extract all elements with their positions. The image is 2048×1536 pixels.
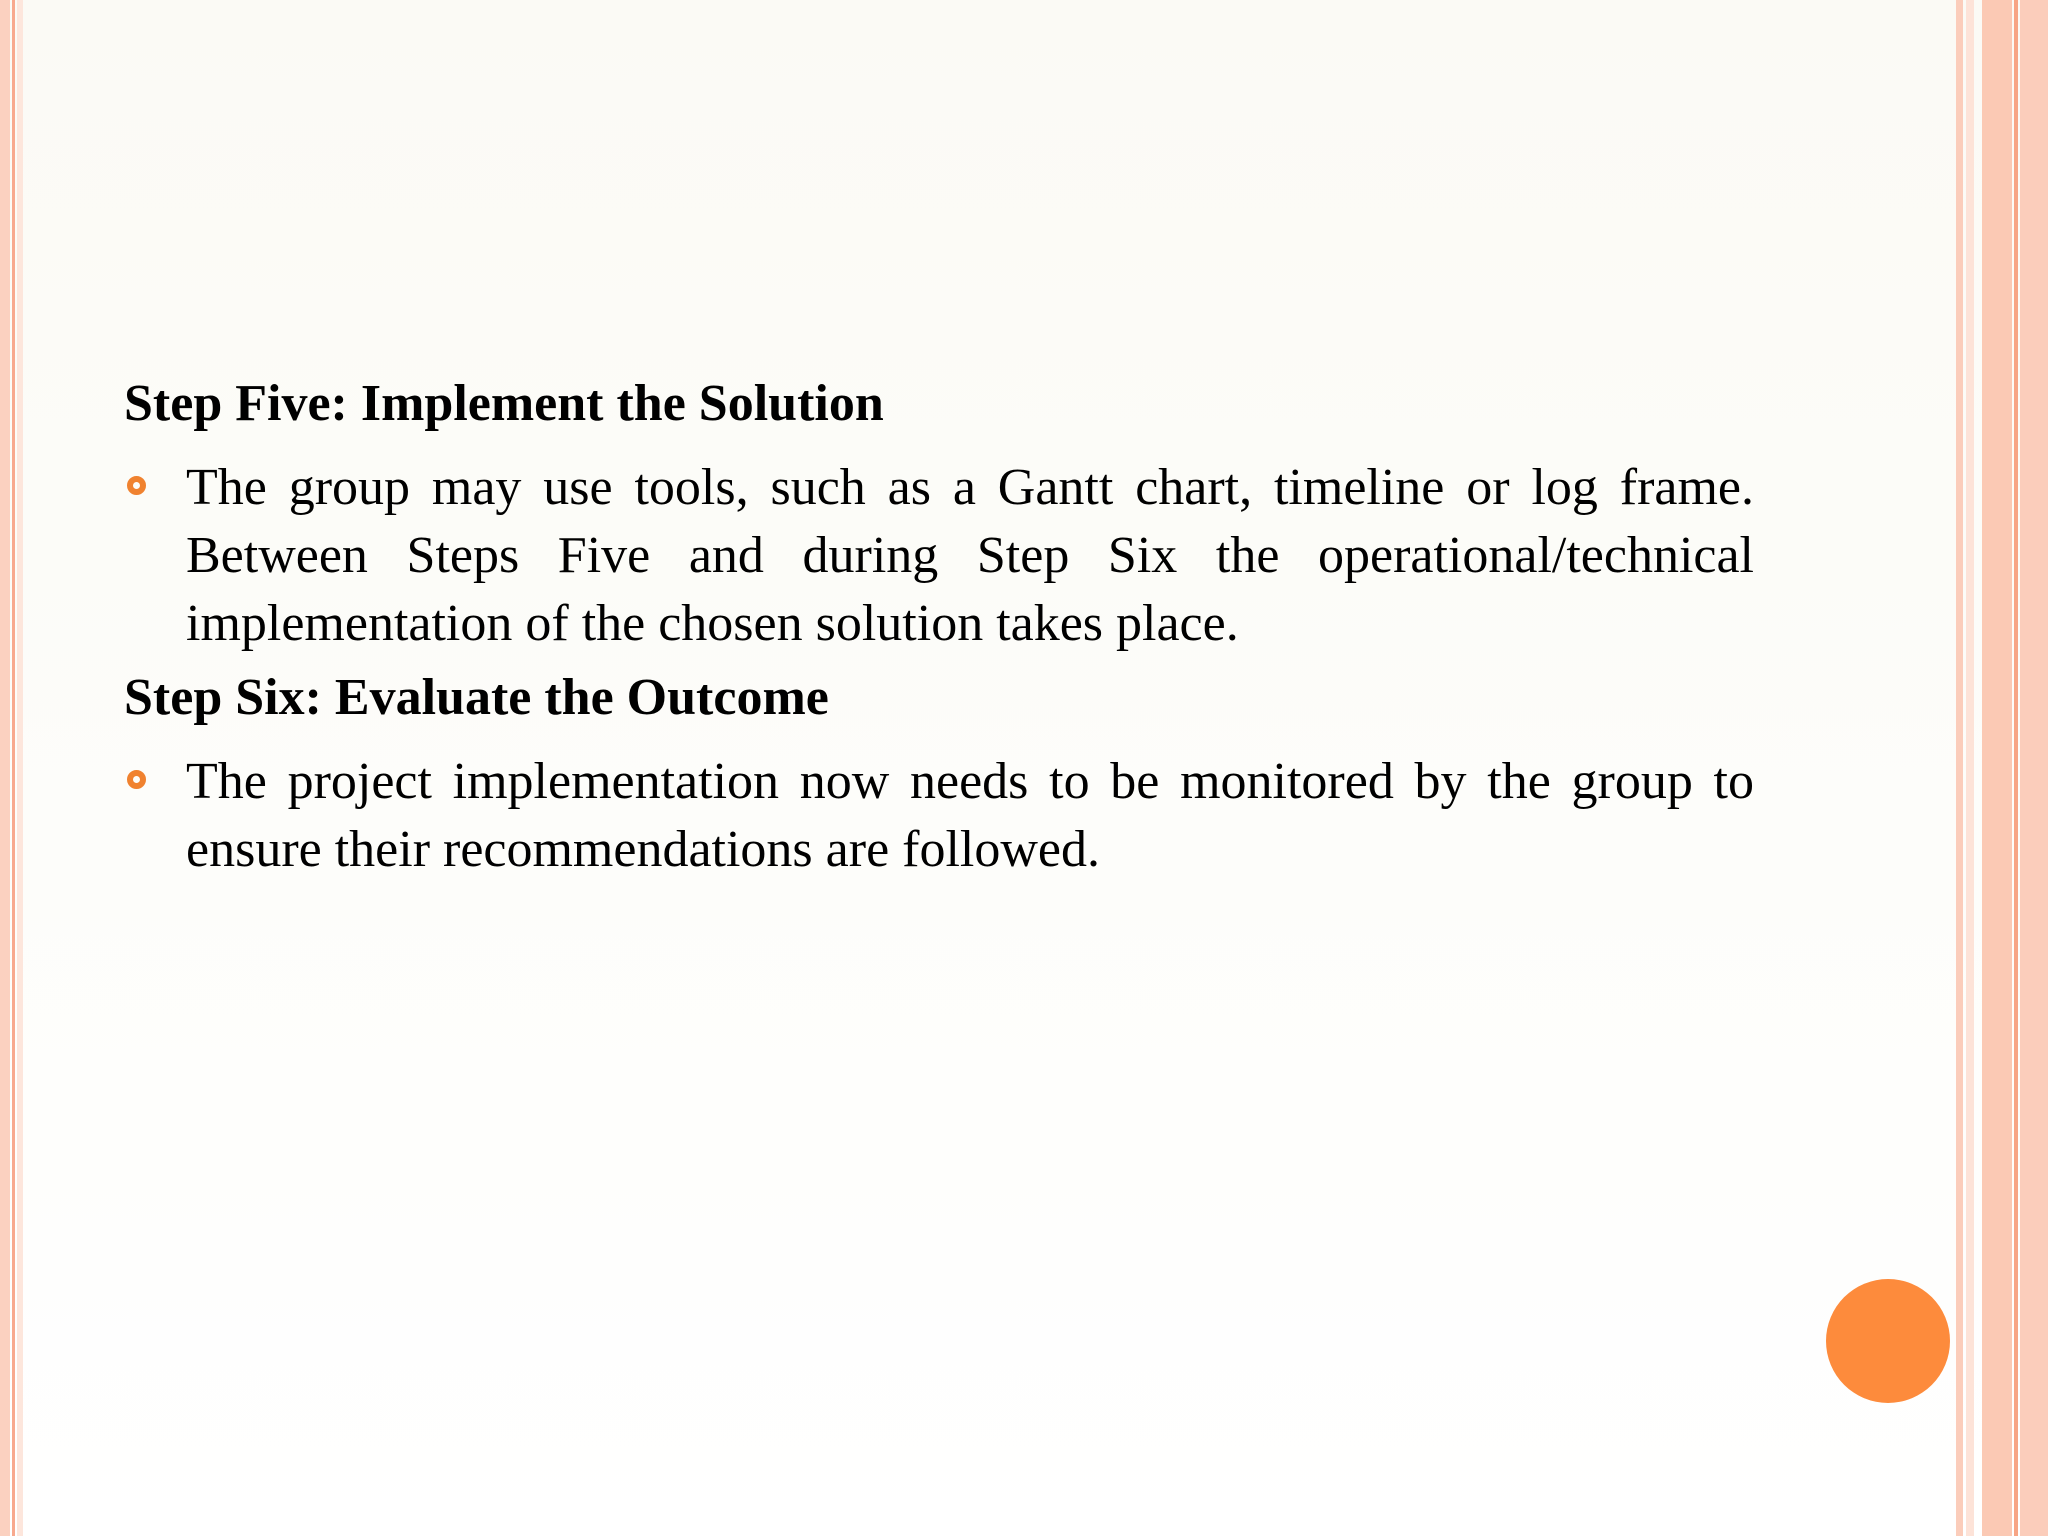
right-border-bar-light <box>1966 0 1974 1536</box>
hollow-circle-bullet-icon <box>127 770 146 789</box>
right-border-line <box>2014 0 2018 1536</box>
slide-content <box>124 372 1754 884</box>
bullet-item-step-six <box>124 748 1754 884</box>
right-border-band-outer <box>2020 0 2048 1536</box>
section-heading-step-six: Step Six: Evaluate the Outcome <box>124 669 829 726</box>
left-border-line <box>12 0 15 1536</box>
section-heading-step-five: Step Five: Implement the Solution <box>124 375 884 432</box>
hollow-circle-bullet-icon <box>127 476 146 495</box>
bullet-text: The group may use tools, such as a Gantt chart, timeline or log frame. Between Steps Five and during Step Six the operational/technical implementation of the chosen solution takes place. <box>186 459 1754 652</box>
bullet-text: The project implementation now needs to be monitored by the group to ensure their recommendations are followed. <box>186 753 1754 878</box>
orange-circle-decoration <box>1826 1279 1950 1403</box>
left-border-bar-light <box>17 0 23 1536</box>
right-border-band <box>1982 0 2012 1536</box>
left-border-bar <box>0 0 10 1536</box>
right-border-bar <box>1956 0 1963 1536</box>
bullet-item-step-five <box>124 454 1754 658</box>
